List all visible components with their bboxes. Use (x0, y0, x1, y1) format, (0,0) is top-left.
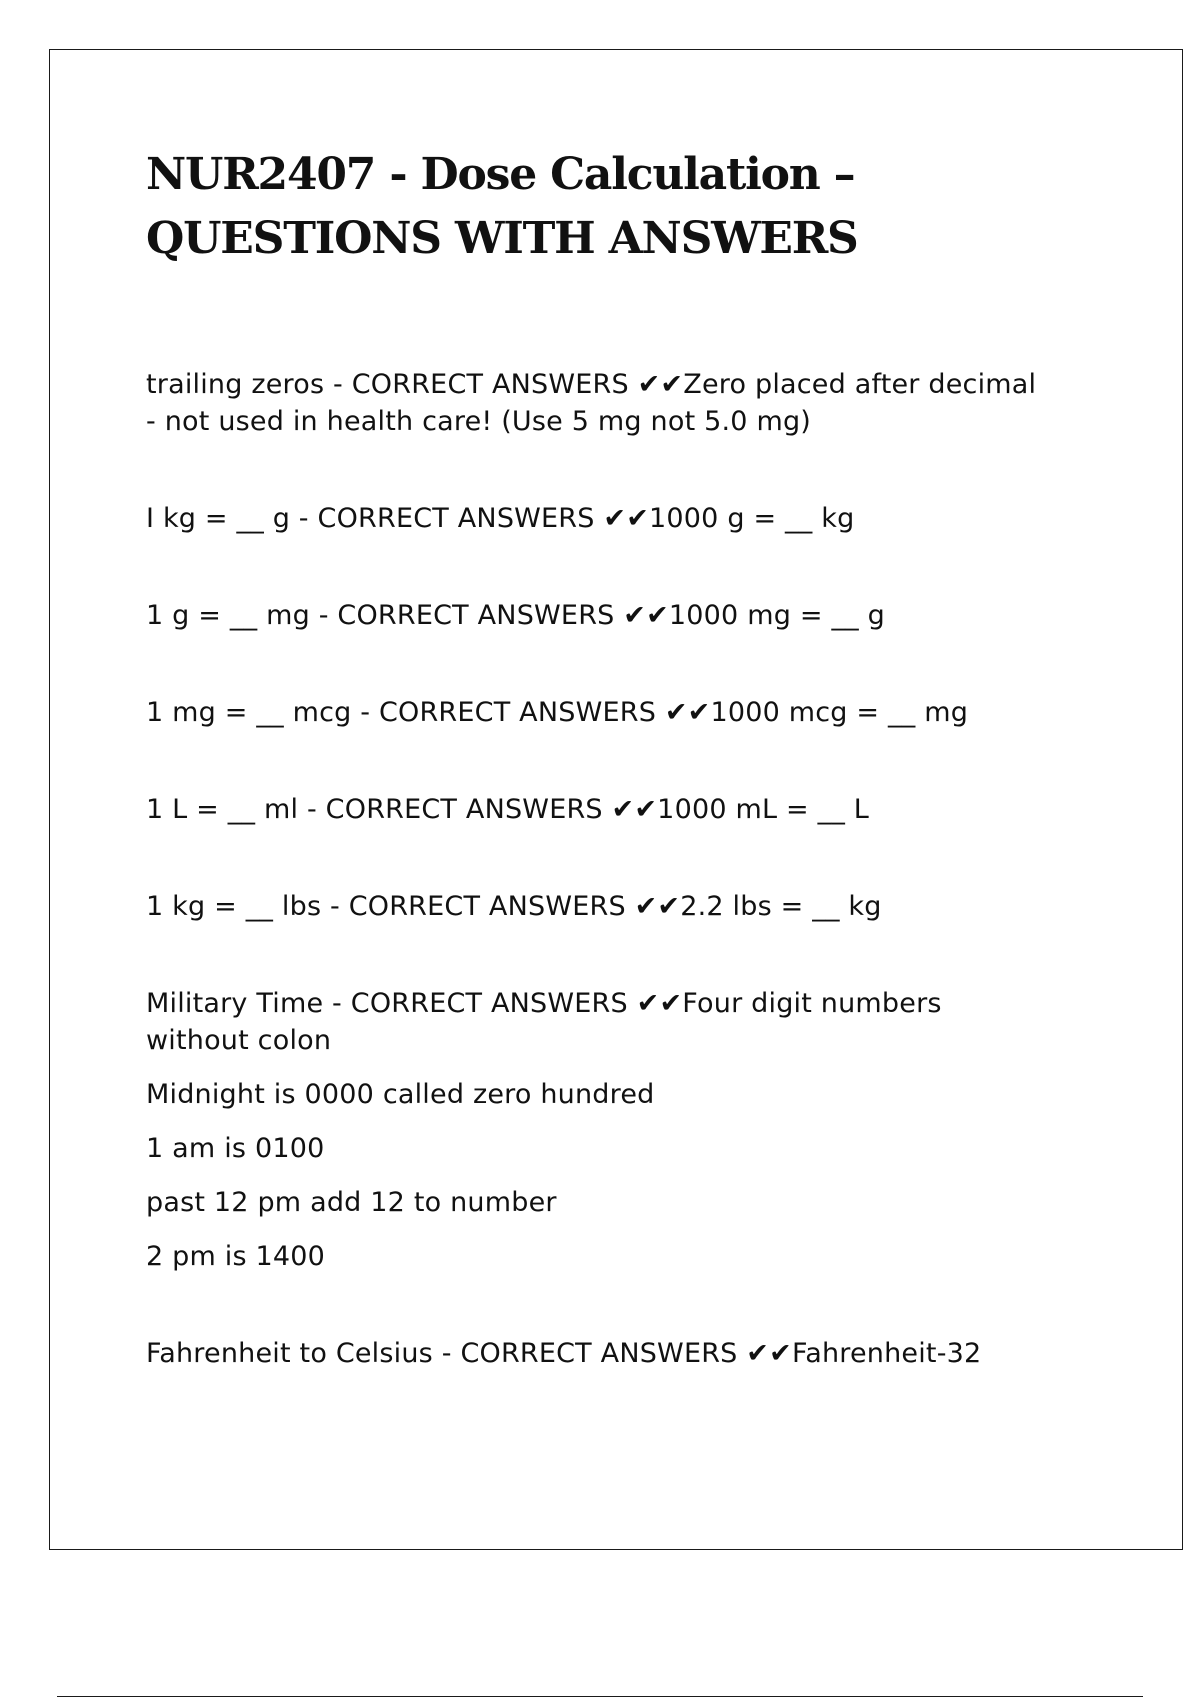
qa-item-g-to-mg (146, 597, 1046, 634)
document-title: NUR2407 - Dose Calculation – QUESTIONS WITH ANSWERS (146, 149, 858, 264)
qa-text: 1 am is 0100 (146, 1133, 325, 1164)
qa-item-trailing-zeros (146, 366, 1046, 440)
qa-list (146, 366, 1046, 1432)
qa-item-mg-to-mcg (146, 694, 1046, 731)
qa-text: Fahrenheit to Celsius - CORRECT ANSWERS ✔✔Fahrenheit-32 (146, 1338, 982, 1369)
footer-divider (57, 1696, 1143, 1697)
qa-item-military-time (146, 985, 1046, 1275)
qa-item-kg-to-g (146, 500, 1046, 537)
qa-text: Military Time - CORRECT ANSWERS ✔✔Four digit numbers without colon (146, 988, 942, 1056)
qa-text: Midnight is 0000 called zero hundred (146, 1079, 655, 1110)
qa-item-kg-to-lbs (146, 888, 1046, 925)
qa-text: 1 mg = __ mcg - CORRECT ANSWERS ✔✔1000 mcg = __ mg (146, 697, 969, 728)
qa-text: I kg = __ g - CORRECT ANSWERS ✔✔1000 g = __ kg (146, 503, 855, 534)
qa-text: 1 g = __ mg - CORRECT ANSWERS ✔✔1000 mg = __ g (146, 600, 885, 631)
qa-text: past 12 pm add 12 to number (146, 1187, 557, 1218)
qa-text: 1 kg = __ lbs - CORRECT ANSWERS ✔✔2.2 lbs = __ kg (146, 891, 882, 922)
qa-item-fahrenheit-to-celsius (146, 1335, 1046, 1372)
qa-item-l-to-ml (146, 791, 1046, 828)
qa-text: 2 pm is 1400 (146, 1241, 326, 1272)
qa-text: trailing zeros - CORRECT ANSWERS ✔✔Zero placed after decimal - not used in health care! (Use 5 mg not 5.0 mg) (146, 369, 1037, 437)
qa-text: 1 L = __ ml - CORRECT ANSWERS ✔✔1000 mL = __ L (146, 794, 870, 825)
